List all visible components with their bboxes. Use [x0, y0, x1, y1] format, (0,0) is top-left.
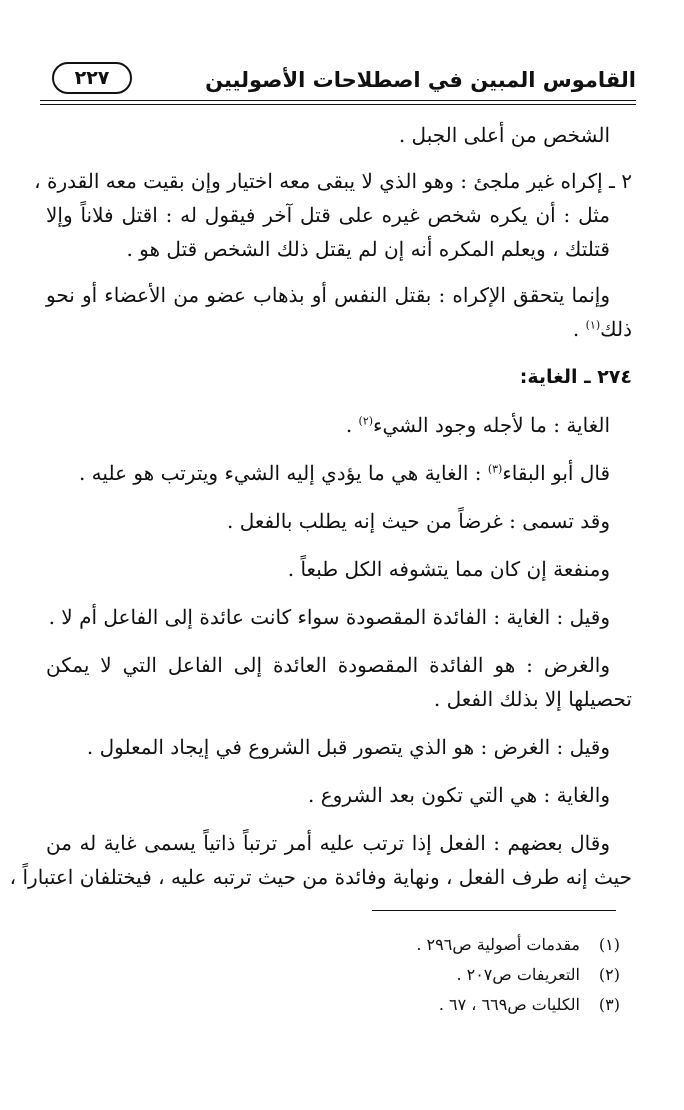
text-run: : الغاية هي ما يؤدي إليه الشيء ويترتب هو عليه .: [78, 461, 488, 485]
text-run: قال أبو البقاء: [502, 461, 610, 485]
footnote-number: (٣): [598, 995, 620, 1014]
text-line: والغاية : هي التي تكون بعد الشروع .: [308, 783, 610, 807]
text-line: حيث إنه طرف الفعل ، ونهاية وفائدة من حيث ترتبه عليه ، فيختلفان اعتباراً ،: [9, 865, 632, 889]
text-run: .: [345, 413, 359, 437]
text-line: وقيل : الغرض : هو الذي يتصور قبل الشروع في إيجاد المعلول .: [86, 735, 610, 759]
text-line: ٢ ـ إكراه غير ملجئ : وهو الذي لا يبقى معه اختيار وإن بقيت معه القدرة ،: [34, 169, 632, 193]
text-line: [46, 312, 632, 346]
footnote-text: مقدمات أصولية ص٢٩٦ .: [416, 935, 580, 954]
footnote-ref: (٢): [358, 414, 374, 428]
text-line: وقال بعضهم : الفعل إذا ترتب عليه أمر ترتباً ذاتياً يسمى غاية له من: [46, 831, 610, 855]
header-rule: [40, 100, 636, 101]
text-line: والغرض : هو الفائدة المقصودة العائدة إلى الفاعل التي لا يمكن: [46, 653, 610, 677]
footnote-item: [60, 990, 620, 1020]
text-line: قتلتك ، ويعلم المكره أنه إن لم يقتل ذلك الشخص قتل هو .: [126, 237, 610, 261]
text-run: ذلك: [600, 317, 632, 341]
footnotes: [60, 930, 620, 1020]
text-run: .: [572, 317, 586, 341]
section-heading: ٢٧٤ ـ الغاية:: [519, 366, 632, 388]
text-line: وقيل : الغاية : الفائدة المقصودة سواء كانت عائدة إلى الفاعل أم لا .: [48, 605, 610, 629]
footnote-ref: (٣): [487, 462, 503, 476]
text-line: [46, 408, 632, 442]
footnote-item: [60, 960, 620, 990]
header-rule-thin: [40, 104, 636, 105]
text-line: وقد تسمى : غرضاً من حيث إنه يطلب بالفعل .: [227, 509, 610, 533]
page-header: [40, 62, 636, 98]
text-line: [46, 456, 632, 490]
footnote-ref: (١): [585, 318, 601, 332]
page-number: ٢٢٧: [52, 62, 132, 94]
footnote-text: الكليات ص٦٦٩ ، ٦٧ .: [438, 995, 580, 1014]
text-line: تحصيلها إلا بذلك الفعل .: [433, 687, 632, 711]
footnote-number: (١): [598, 935, 620, 954]
main-text: [9, 118, 632, 894]
text-line: الشخص من أعلى الجبل .: [398, 123, 610, 147]
text-run: الغاية : ما لأجله وجود الشيء: [373, 413, 610, 437]
footnote-rule: [372, 910, 616, 911]
footnote-item: [60, 930, 620, 960]
text-line: مثل : أن يكره شخص غيره على قتل آخر فيقول له : اقتل فلاناً وإلا: [46, 203, 610, 227]
running-head: القاموس المبين في اصطلاحات الأصوليين: [205, 68, 636, 92]
text-line: وإنما يتحقق الإكراه : بقتل النفس أو بذهاب عضو من الأعضاء أو نحو: [46, 283, 610, 307]
footnote-text: التعريفات ص٢٠٧ .: [456, 965, 580, 984]
text-line: ومنفعة إن كان مما يتشوفه الكل طبعاً .: [287, 557, 610, 581]
footnote-number: (٢): [598, 965, 620, 984]
